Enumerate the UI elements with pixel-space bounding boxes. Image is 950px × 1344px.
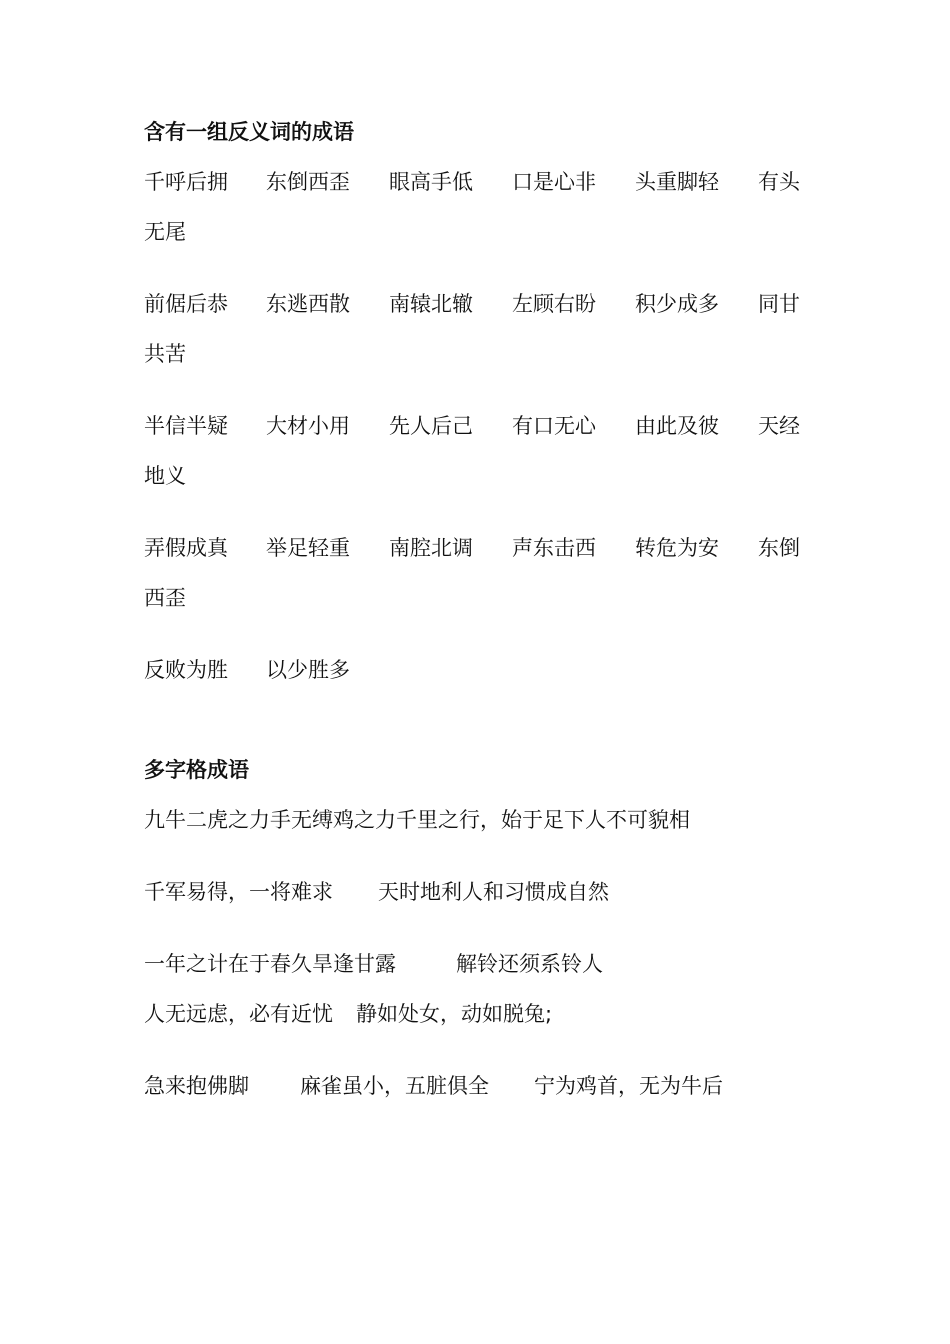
idiom: 东逃西散 xyxy=(266,292,350,316)
idiom: 天时地利人和习惯成自然 xyxy=(378,880,609,904)
idiom: 西歪 xyxy=(144,586,186,610)
idiom: 共苦 xyxy=(144,342,186,366)
idiom: 急来抱佛脚 xyxy=(144,1074,249,1098)
idiom: 宁为鸡首，无为牛后 xyxy=(534,1074,723,1098)
idiom: 前倨后恭 xyxy=(144,292,228,316)
idiom: 地义 xyxy=(144,464,186,488)
idiom: 东倒 xyxy=(758,536,800,560)
idiom: 举足轻重 xyxy=(266,536,350,560)
idiom: 半信半疑 xyxy=(144,414,228,438)
idiom: 由此及彼 xyxy=(635,414,719,438)
idiom: 反败为胜 xyxy=(144,658,228,682)
idiom: 千呼后拥 xyxy=(144,170,228,194)
idiom: 转危为安 xyxy=(635,536,719,560)
idiom: 南腔北调 xyxy=(389,536,473,560)
idiom: 麻雀虽小，五脏俱全 xyxy=(300,1074,489,1098)
idiom: 南辕北辙 xyxy=(389,292,473,316)
idiom: 头重脚轻 xyxy=(635,170,719,194)
idiom: 左顾右盼 xyxy=(512,292,596,316)
idiom: 有头 xyxy=(758,170,800,194)
section-title-antonym-idioms: 含有一组反义词的成语 xyxy=(144,120,354,144)
idiom: 千军易得，一将难求 xyxy=(144,880,333,904)
idiom: 口是心非 xyxy=(512,170,596,194)
idiom: 九牛二虎之力手无缚鸡之力千里之行，始于足下人不可貌相 xyxy=(144,808,690,832)
idiom: 静如处女，动如脱兔; xyxy=(356,1002,553,1026)
idiom: 大材小用 xyxy=(266,414,350,438)
idiom: 弄假成真 xyxy=(144,536,228,560)
idiom: 解铃还须系铃人 xyxy=(456,952,603,976)
idiom: 无尾 xyxy=(144,220,186,244)
section-title-multi-char-idioms: 多字格成语 xyxy=(144,758,249,782)
idiom: 有口无心 xyxy=(512,414,596,438)
idiom: 东倒西歪 xyxy=(266,170,350,194)
idiom: 同甘 xyxy=(758,292,800,316)
idiom: 天经 xyxy=(758,414,800,438)
idiom: 人无远虑，必有近忧 xyxy=(144,1002,333,1026)
idiom: 以少胜多 xyxy=(266,658,350,682)
idiom: 先人后己 xyxy=(389,414,473,438)
idiom: 一年之计在于春久旱逢甘露 xyxy=(144,952,396,976)
idiom: 积少成多 xyxy=(635,292,719,316)
idiom: 声东击西 xyxy=(512,536,596,560)
idiom: 眼高手低 xyxy=(389,170,473,194)
